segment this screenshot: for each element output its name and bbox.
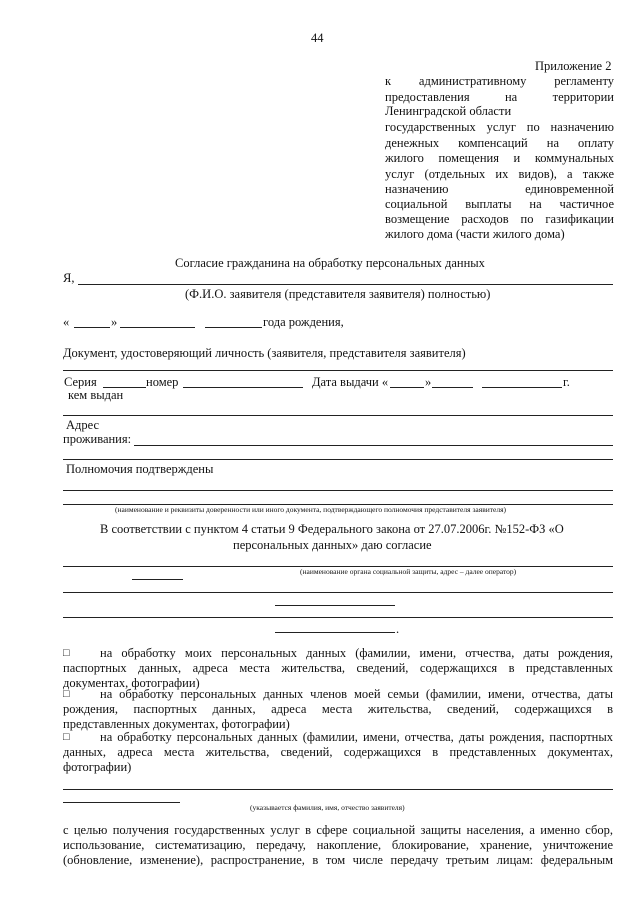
option-1-line: документах, фотографии) — [63, 676, 200, 690]
authority-caption: (наименование и реквизиты доверенности или иного документа, подтверждающего полномочия представителя заявителя) — [115, 505, 507, 514]
option-1-checkbox[interactable]: □ — [63, 647, 70, 659]
appendix-title: Приложение 2 — [535, 59, 612, 73]
issue-date-label: Дата выдачи « — [312, 375, 389, 389]
form-title: Согласие гражданина на обработку персональных данных — [175, 256, 485, 270]
address-label: Адрес — [66, 418, 100, 432]
birth-year-field[interactable] — [205, 327, 262, 328]
birth-quote-close: » — [111, 315, 118, 329]
option-3-checkbox[interactable]: □ — [63, 731, 70, 743]
operator-dot: . — [396, 622, 400, 636]
number-field[interactable] — [183, 387, 303, 388]
law-line-1: В соответствии с пунктом 4 статьи 9 Федерального закона от 27.07.2006г. №152-ФЗ «О — [100, 522, 564, 536]
appendix-line: предоставления на территории — [385, 90, 614, 104]
id-doc-label: Документ, удостоверяющий личность (заявителя, представителя заявителя) — [63, 346, 466, 360]
option-3-line: фотографии) — [63, 760, 132, 774]
issue-year-field[interactable] — [482, 387, 562, 388]
operator-field-2[interactable] — [132, 579, 183, 580]
address-field-2[interactable] — [63, 459, 613, 460]
person-caption: (указывается фамилия, имя, отчество заявителя) — [250, 803, 405, 812]
issue-month-field[interactable] — [432, 387, 473, 388]
operator-field-5[interactable] — [63, 617, 613, 618]
person-field-2[interactable] — [63, 802, 180, 803]
appendix-line: государственных услуг по назначению — [385, 120, 614, 134]
issue-date-close: » — [425, 375, 432, 389]
address-label-2: проживания: — [63, 432, 132, 446]
option-1-line: паспортных данных, адреса места жительства, сведений, содержащихся в представленных — [63, 661, 613, 675]
appendix-line: жилого помещения и коммунальных — [385, 151, 614, 165]
authority-field[interactable] — [63, 490, 613, 491]
option-2-line: рождения, паспортных данных, адреса места жительства, сведений, содержащихся в — [63, 702, 613, 716]
appendix-line: возмещение расходов по газификации — [385, 212, 614, 226]
option-3-line: данных, адреса места жительства, сведений, содержащихся в представленных документах, — [63, 745, 613, 759]
law-line-2: персональных данных» даю согласие — [233, 538, 432, 552]
appendix-line: денежных компенсаций на оплату — [385, 136, 614, 150]
purpose-line: использование, систематизацию, передачу, накопление, блокирование, хранение, уничтожение — [63, 838, 613, 852]
series-label: Серия — [64, 375, 97, 389]
birth-quote-open: « — [63, 315, 70, 329]
operator-field-3[interactable] — [63, 592, 613, 593]
number-label: номер — [146, 375, 179, 389]
operator-field-4[interactable] — [275, 605, 395, 606]
option-2-line: представленных документах, фотографии) — [63, 717, 290, 731]
appendix-line: услуг (отдельных их видов), а также — [385, 167, 614, 181]
birth-month-field[interactable] — [120, 327, 195, 328]
birth-day-field[interactable] — [74, 327, 110, 328]
issue-day-field[interactable] — [390, 387, 424, 388]
appendix-line: к административному регламенту — [385, 74, 614, 88]
address-field[interactable] — [134, 445, 613, 446]
option-2-checkbox[interactable]: □ — [63, 688, 70, 700]
appendix-line: жилого дома (части жилого дома) — [385, 227, 565, 241]
option-1-line: на обработку моих персональных данных (фамилии, имени, отчества, даты рождения, — [100, 646, 613, 660]
appendix-line: Ленинградской области — [385, 104, 512, 118]
purpose-line: (обновление, изменение), распространение, в том числе передачу третьим лицам: федеральным — [63, 853, 613, 867]
authority-label: Полномочия подтверждены — [66, 462, 214, 476]
id-doc-field[interactable] — [63, 370, 613, 371]
fio-field[interactable] — [78, 284, 613, 285]
issued-by-label: кем выдан — [68, 388, 124, 402]
fio-caption: (Ф.И.О. заявителя (представителя заявителя) полностью) — [185, 287, 491, 301]
person-field[interactable] — [63, 789, 613, 790]
appendix-line: социальной выплаты на частичное — [385, 197, 614, 211]
operator-field-6[interactable] — [275, 632, 395, 633]
operator-caption: (наименование органа социальной защиты, адрес – далее оператор) — [300, 567, 517, 576]
ya-label: Я, — [63, 271, 75, 285]
year-suffix: г. — [563, 375, 570, 389]
issued-by-field[interactable] — [63, 415, 613, 416]
option-2-line: на обработку персональных данных членов моей семьи (фамилии, имени, отчества, даты — [100, 687, 613, 701]
purpose-line: с целью получения государственных услуг в сфере социальной защиты населения, а именно сбор, — [63, 823, 613, 837]
appendix-line: назначению единовременной — [385, 182, 614, 196]
page-number: 44 — [311, 31, 324, 45]
option-3-line: на обработку персональных данных (фамилии, имени, отчества, даты рождения, паспортных — [100, 730, 613, 744]
birth-label: года рождения, — [263, 315, 344, 329]
